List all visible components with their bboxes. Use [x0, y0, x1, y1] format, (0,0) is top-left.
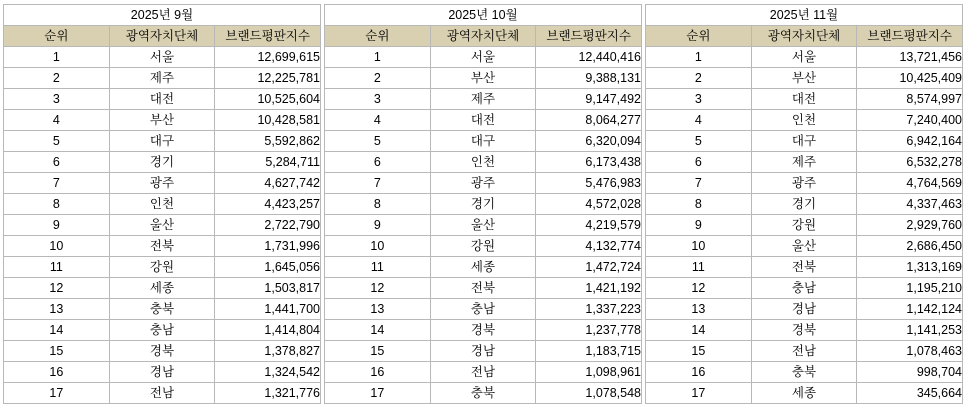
cell-index: 1,441,700 — [215, 299, 321, 320]
cell-rank: 14 — [4, 320, 110, 341]
table-row — [325, 68, 642, 89]
cell-region: 대전 — [109, 89, 215, 110]
cell-rank: 8 — [4, 194, 110, 215]
cell-rank: 4 — [325, 110, 431, 131]
table-row — [4, 89, 321, 110]
cell-rank: 6 — [4, 152, 110, 173]
cell-region: 전남 — [109, 383, 215, 404]
cell-region: 세종 — [751, 383, 857, 404]
cell-region: 강원 — [430, 236, 536, 257]
cell-index: 998,704 — [857, 362, 963, 383]
cell-rank: 12 — [4, 278, 110, 299]
table-row — [4, 320, 321, 341]
cell-index: 2,929,760 — [857, 215, 963, 236]
table-row — [4, 194, 321, 215]
cell-rank: 11 — [4, 257, 110, 278]
table-row — [4, 152, 321, 173]
table-row — [325, 47, 642, 68]
cell-index: 1,183,715 — [536, 341, 642, 362]
table-row — [646, 68, 963, 89]
cell-region: 충남 — [430, 299, 536, 320]
cell-rank: 13 — [646, 299, 752, 320]
cell-region: 충남 — [751, 278, 857, 299]
cell-rank: 15 — [4, 341, 110, 362]
cell-rank: 7 — [646, 173, 752, 194]
cell-region: 경남 — [109, 362, 215, 383]
column-header-index: 브랜드평판지수 — [857, 26, 963, 47]
table-row — [646, 47, 963, 68]
table-row — [325, 257, 642, 278]
cell-rank: 11 — [325, 257, 431, 278]
cell-index: 10,525,604 — [215, 89, 321, 110]
cell-region: 강원 — [751, 215, 857, 236]
cell-rank: 8 — [646, 194, 752, 215]
table-row — [4, 299, 321, 320]
cell-index: 1,142,124 — [857, 299, 963, 320]
table-row — [646, 299, 963, 320]
cell-index: 9,388,131 — [536, 68, 642, 89]
cell-region: 울산 — [109, 215, 215, 236]
cell-rank: 14 — [325, 320, 431, 341]
cell-rank: 5 — [325, 131, 431, 152]
table-row — [646, 383, 963, 404]
table-row — [325, 152, 642, 173]
table-row — [325, 110, 642, 131]
cell-rank: 15 — [646, 341, 752, 362]
table-row — [4, 341, 321, 362]
cell-region: 부산 — [109, 110, 215, 131]
table-row — [4, 215, 321, 236]
cell-region: 세종 — [430, 257, 536, 278]
cell-region: 경기 — [430, 194, 536, 215]
cell-region: 세종 — [109, 278, 215, 299]
cell-index: 6,320,094 — [536, 131, 642, 152]
cell-index: 10,428,581 — [215, 110, 321, 131]
table-row — [325, 194, 642, 215]
cell-region: 충북 — [751, 362, 857, 383]
cell-rank: 12 — [325, 278, 431, 299]
cell-index: 1,078,463 — [857, 341, 963, 362]
table-row — [325, 89, 642, 110]
cell-rank: 10 — [4, 236, 110, 257]
cell-rank: 2 — [646, 68, 752, 89]
cell-region: 충북 — [109, 299, 215, 320]
cell-region: 전북 — [430, 278, 536, 299]
table-row — [646, 257, 963, 278]
cell-region: 경기 — [109, 152, 215, 173]
table-row — [325, 278, 642, 299]
cell-region: 광주 — [109, 173, 215, 194]
table-row — [646, 173, 963, 194]
cell-rank: 17 — [325, 383, 431, 404]
table-row — [646, 320, 963, 341]
cell-rank: 5 — [646, 131, 752, 152]
cell-region: 전북 — [109, 236, 215, 257]
column-header-index: 브랜드평판지수 — [215, 26, 321, 47]
cell-index: 4,219,579 — [536, 215, 642, 236]
cell-index: 5,592,862 — [215, 131, 321, 152]
cell-index: 1,337,223 — [536, 299, 642, 320]
table-row — [325, 299, 642, 320]
cell-index: 345,664 — [857, 383, 963, 404]
table-row — [646, 131, 963, 152]
cell-rank: 3 — [646, 89, 752, 110]
cell-index: 1,237,778 — [536, 320, 642, 341]
period-block — [645, 4, 963, 409]
cell-rank: 7 — [325, 173, 431, 194]
cell-index: 4,572,028 — [536, 194, 642, 215]
table-row — [4, 68, 321, 89]
table-row — [4, 110, 321, 131]
cell-index: 1,645,056 — [215, 257, 321, 278]
cell-region: 경북 — [430, 320, 536, 341]
cell-index: 6,942,164 — [857, 131, 963, 152]
cell-region: 인천 — [430, 152, 536, 173]
table-row — [646, 152, 963, 173]
cell-rank: 5 — [4, 131, 110, 152]
cell-rank: 2 — [4, 68, 110, 89]
cell-region: 전남 — [430, 362, 536, 383]
cell-index: 1,195,210 — [857, 278, 963, 299]
table-row — [325, 173, 642, 194]
cell-index: 1,313,169 — [857, 257, 963, 278]
cell-index: 1,503,817 — [215, 278, 321, 299]
cell-index: 4,337,463 — [857, 194, 963, 215]
cell-region: 경기 — [751, 194, 857, 215]
table-row — [646, 215, 963, 236]
cell-index: 12,699,615 — [215, 47, 321, 68]
table-row — [325, 383, 642, 404]
cell-index: 8,574,997 — [857, 89, 963, 110]
cell-region: 충남 — [109, 320, 215, 341]
table-row — [646, 362, 963, 383]
cell-rank: 6 — [325, 152, 431, 173]
cell-rank: 14 — [646, 320, 752, 341]
cell-region: 서울 — [751, 47, 857, 68]
ranking-table — [3, 4, 321, 404]
cell-region: 울산 — [430, 215, 536, 236]
column-header-row — [646, 26, 963, 47]
cell-index: 1,378,827 — [215, 341, 321, 362]
table-row — [325, 131, 642, 152]
cell-index: 1,324,542 — [215, 362, 321, 383]
cell-region: 경북 — [109, 341, 215, 362]
table-row — [646, 110, 963, 131]
cell-rank: 1 — [4, 47, 110, 68]
column-header-region: 광역자치단체 — [751, 26, 857, 47]
cell-index: 12,440,416 — [536, 47, 642, 68]
cell-rank: 9 — [4, 215, 110, 236]
cell-region: 광주 — [430, 173, 536, 194]
cell-region: 대전 — [751, 89, 857, 110]
cell-rank: 9 — [646, 215, 752, 236]
period-header-row — [325, 5, 642, 26]
table-row — [646, 236, 963, 257]
cell-index: 10,425,409 — [857, 68, 963, 89]
cell-region: 전남 — [751, 341, 857, 362]
cell-index: 4,627,742 — [215, 173, 321, 194]
column-header-index: 브랜드평판지수 — [536, 26, 642, 47]
column-header-rank: 순위 — [646, 26, 752, 47]
cell-region: 대전 — [430, 110, 536, 131]
period-title: 2025년 11월 — [646, 5, 963, 26]
cell-rank: 3 — [4, 89, 110, 110]
cell-rank: 3 — [325, 89, 431, 110]
table-row — [325, 215, 642, 236]
table-row — [325, 362, 642, 383]
cell-region: 인천 — [751, 110, 857, 131]
cell-region: 울산 — [751, 236, 857, 257]
cell-region: 인천 — [109, 194, 215, 215]
table-row — [4, 236, 321, 257]
cell-index: 1,421,192 — [536, 278, 642, 299]
cell-rank: 7 — [4, 173, 110, 194]
cell-index: 1,472,724 — [536, 257, 642, 278]
cell-region: 대구 — [109, 131, 215, 152]
cell-rank: 16 — [646, 362, 752, 383]
cell-index: 7,240,400 — [857, 110, 963, 131]
column-header-row — [325, 26, 642, 47]
column-header-rank: 순위 — [4, 26, 110, 47]
cell-region: 광주 — [751, 173, 857, 194]
cell-index: 12,225,781 — [215, 68, 321, 89]
cell-rank: 8 — [325, 194, 431, 215]
cell-region: 부산 — [751, 68, 857, 89]
cell-index: 1,321,776 — [215, 383, 321, 404]
table-row — [4, 362, 321, 383]
table-row — [4, 383, 321, 404]
cell-rank: 2 — [325, 68, 431, 89]
cell-index: 4,132,774 — [536, 236, 642, 257]
table-row — [646, 278, 963, 299]
ranking-table — [324, 4, 642, 404]
cell-rank: 15 — [325, 341, 431, 362]
cell-region: 제주 — [109, 68, 215, 89]
cell-index: 4,764,569 — [857, 173, 963, 194]
cell-index: 5,284,711 — [215, 152, 321, 173]
cell-index: 2,686,450 — [857, 236, 963, 257]
cell-region: 경북 — [751, 320, 857, 341]
cell-rank: 17 — [4, 383, 110, 404]
cell-rank: 13 — [325, 299, 431, 320]
cell-region: 충북 — [430, 383, 536, 404]
cell-index: 1,731,996 — [215, 236, 321, 257]
cell-region: 강원 — [109, 257, 215, 278]
cell-rank: 4 — [4, 110, 110, 131]
cell-rank: 6 — [646, 152, 752, 173]
cell-index: 9,147,492 — [536, 89, 642, 110]
cell-rank: 16 — [4, 362, 110, 383]
period-title: 2025년 9월 — [4, 5, 321, 26]
cell-rank: 10 — [646, 236, 752, 257]
column-header-rank: 순위 — [325, 26, 431, 47]
cell-rank: 9 — [325, 215, 431, 236]
cell-region: 부산 — [430, 68, 536, 89]
cell-index: 1,141,253 — [857, 320, 963, 341]
cell-region: 제주 — [430, 89, 536, 110]
cell-rank: 12 — [646, 278, 752, 299]
cell-index: 6,173,438 — [536, 152, 642, 173]
table-row — [325, 341, 642, 362]
cell-index: 13,721,456 — [857, 47, 963, 68]
table-row — [4, 131, 321, 152]
period-header-row — [646, 5, 963, 26]
column-header-region: 광역자치단체 — [430, 26, 536, 47]
table-row — [4, 278, 321, 299]
cell-region: 경남 — [751, 299, 857, 320]
cell-region: 경남 — [430, 341, 536, 362]
cell-region: 대구 — [751, 131, 857, 152]
table-row — [646, 341, 963, 362]
ranking-table — [645, 4, 963, 404]
cell-index: 8,064,277 — [536, 110, 642, 131]
cell-index: 5,476,983 — [536, 173, 642, 194]
table-row — [4, 47, 321, 68]
cell-rank: 16 — [325, 362, 431, 383]
cell-region: 제주 — [751, 152, 857, 173]
cell-index: 1,414,804 — [215, 320, 321, 341]
cell-region: 대구 — [430, 131, 536, 152]
period-header-row — [4, 5, 321, 26]
column-header-row — [4, 26, 321, 47]
period-title: 2025년 10월 — [325, 5, 642, 26]
period-block — [324, 4, 642, 409]
cell-index: 1,078,548 — [536, 383, 642, 404]
cell-rank: 11 — [646, 257, 752, 278]
table-row — [325, 320, 642, 341]
cell-region: 서울 — [109, 47, 215, 68]
cell-rank: 13 — [4, 299, 110, 320]
cell-rank: 4 — [646, 110, 752, 131]
period-block — [3, 4, 321, 409]
cell-rank: 1 — [646, 47, 752, 68]
cell-rank: 1 — [325, 47, 431, 68]
column-header-region: 광역자치단체 — [109, 26, 215, 47]
table-row — [325, 236, 642, 257]
cell-region: 서울 — [430, 47, 536, 68]
cell-rank: 17 — [646, 383, 752, 404]
cell-index: 1,098,961 — [536, 362, 642, 383]
cell-index: 4,423,257 — [215, 194, 321, 215]
table-row — [646, 89, 963, 110]
table-row — [4, 173, 321, 194]
cell-index: 6,532,278 — [857, 152, 963, 173]
cell-region: 전북 — [751, 257, 857, 278]
table-row — [4, 257, 321, 278]
cell-rank: 10 — [325, 236, 431, 257]
cell-index: 2,722,790 — [215, 215, 321, 236]
table-row — [646, 194, 963, 215]
